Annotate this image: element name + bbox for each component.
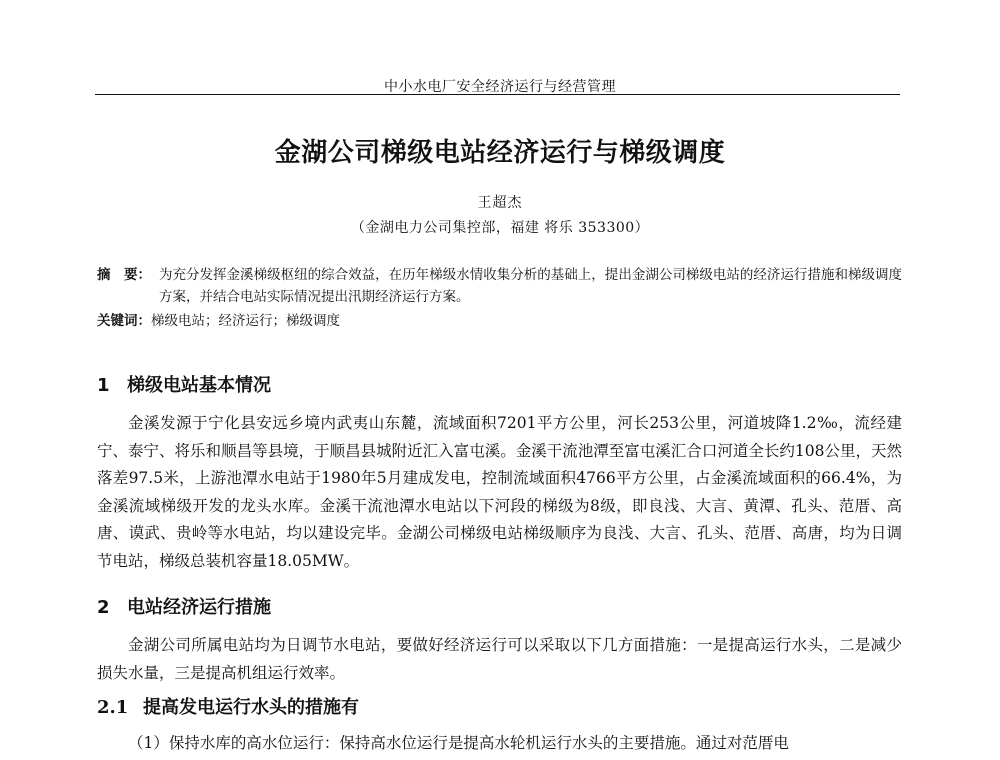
subsection-number: 2.1 (97, 697, 129, 718)
author-affiliation: （金湖电力公司集控部，福建 将乐 353300） (350, 220, 650, 236)
keywords (97, 310, 902, 332)
section-heading-1 (97, 371, 271, 397)
section-heading-2 (97, 593, 271, 619)
abstract (97, 264, 902, 308)
author-name: 王超杰 (477, 195, 523, 211)
subsection-title: 提高发电运行水头的措施有 (143, 697, 359, 718)
section-1-paragraph: 金溪发源于宁化县安远乡境内武夷山东麓，流域面积7201平方公里，河长253公里，河道坡降1.2‰，流经建宁、泰宁、将乐和顺昌等县境，于顺昌县城附近汇入富屯溪。金溪干流池潭至富屯溪汇合口河道全长约108公里，天然落差97.5米，上游池潭水电站于1980年5月建成发电，控制流域面积4766平方公里，占金溪流域面积的66.4%，为金溪流域梯级开发的龙头水库。金溪干流池潭水电站以下河段的梯级为8级，即良浅、大言、黄潭、孔头、范厝、高唐、谟武、贵岭等水电站，均以建设完毕。金湖公司梯级电站梯级顺序为良浅、大言、孔头、范厝、高唐，均为日调节电站，梯级总装机容量18.05MW。 (97, 414, 902, 570)
section-title: 梯级电站基本情况 (127, 375, 271, 396)
abstract-text: 为充分发挥金溪梯级枢纽的综合效益，在历年梯级水情收集分析的基础上，提出金湖公司梯级电站的经济运行措施和梯级调度方案，并结合电站实际情况提出汛期经济运行方案。 (159, 267, 902, 305)
abstract-label: 摘 要： (97, 267, 151, 283)
section-number: 2 (97, 597, 110, 618)
subsection-heading-2-1 (97, 693, 359, 719)
section-number: 1 (97, 375, 110, 396)
subsection-paragraph: （1）保持水库的高水位运行：保持高水位运行是提高水轮机运行水头的主要措施。通过对范厝电 (128, 734, 789, 752)
header-rule (95, 94, 900, 95)
section-title: 电站经济运行措施 (127, 597, 271, 618)
keywords-label: 关键词： (97, 313, 151, 329)
keywords-text: 梯级电站；经济运行；梯级调度 (151, 313, 340, 329)
running-head: 中小水电厂安全经济运行与经营管理 (384, 79, 616, 95)
section-2-paragraph: 金湖公司所属电站均为日调节水电站，要做好经济运行可以采取以下几方面措施：一是提高运行水头，二是减少损失水量，三是提高机组运行效率。 (97, 636, 902, 682)
paper-title: 金湖公司梯级电站经济运行与梯级调度 (274, 138, 726, 168)
